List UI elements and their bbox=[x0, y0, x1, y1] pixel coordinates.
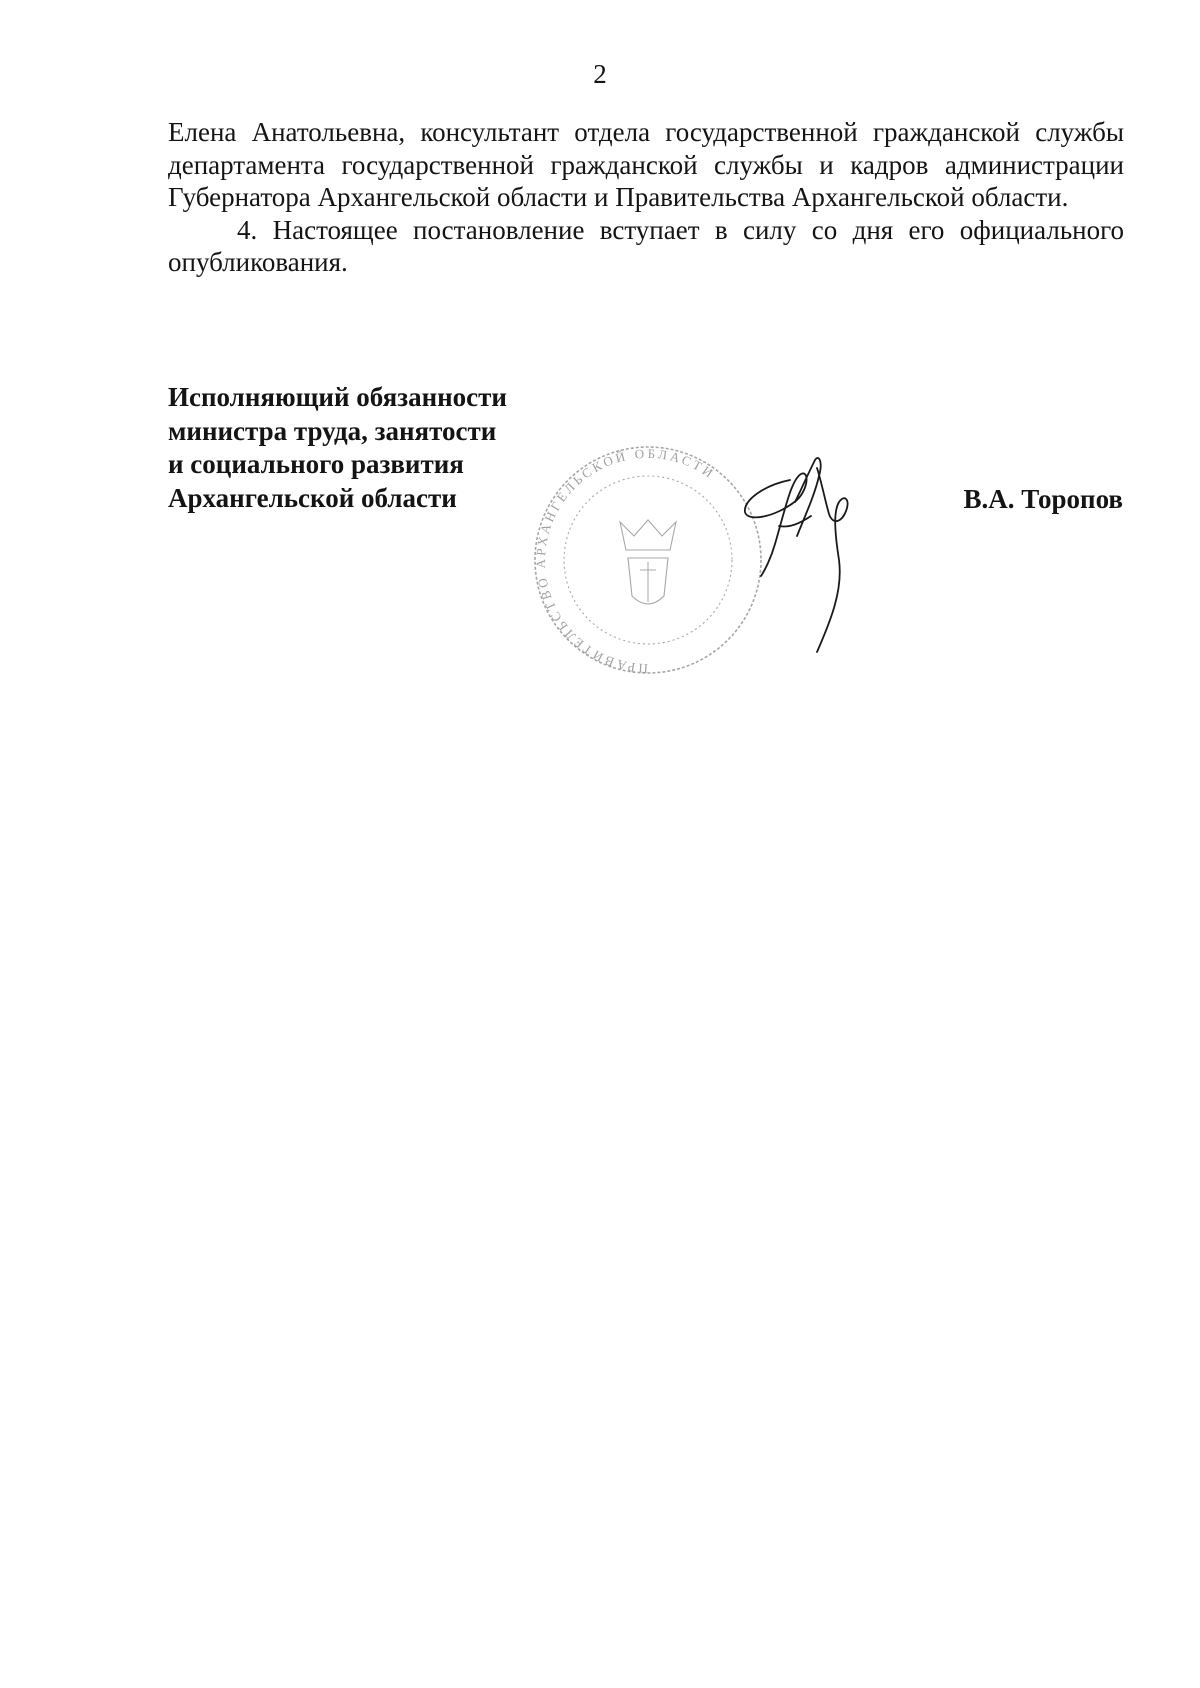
paragraph-continuation: Елена Анатольевна, консультант отдела государственной гражданской службы департамента государственной гражданской службы и кадров администрации Губернатора Архангельской области и Правительства Архангельской области. bbox=[168, 117, 1124, 213]
page-number: 2 bbox=[593, 59, 607, 89]
signatory-position-line: и социального развития bbox=[168, 449, 464, 479]
signatory-position-line: Исполняющий обязанности bbox=[168, 382, 507, 412]
paragraph-item-4: 4. Настоящее постановление вступает в силу со дня его официального опубликования. bbox=[168, 214, 1124, 278]
document-body bbox=[168, 116, 1124, 279]
handwritten-signature bbox=[735, 440, 885, 660]
official-seal-stamp bbox=[528, 428, 768, 693]
signatory-position-line: Архангельской области bbox=[168, 482, 457, 513]
signatory-position bbox=[168, 381, 507, 515]
signatory-position-line: министра труда, занятости bbox=[168, 415, 497, 446]
signatory-name: В.А. Торопов bbox=[963, 484, 1123, 514]
seal-stamp-lettering: ПРАВИТЕЛЬСТВО АРХАНГЕЛЬСКОЙ ОБЛАСТИ bbox=[532, 445, 719, 677]
